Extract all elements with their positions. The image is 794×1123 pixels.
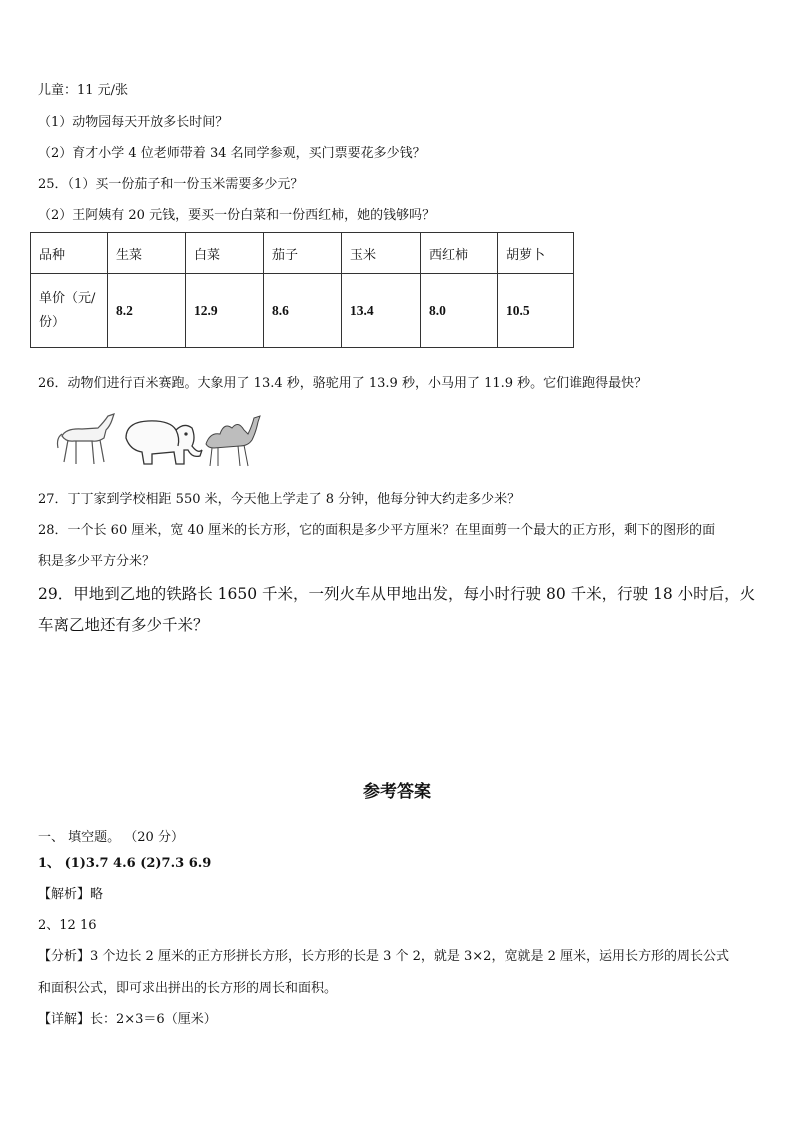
table-header-cell: 生菜 <box>108 233 186 274</box>
question-24-1: （1）动物园每天开放多长时间？ <box>38 115 229 130</box>
question-28-line-2: 积是多少平方分米？ <box>38 554 156 569</box>
table-cell: 12.9 <box>186 274 264 348</box>
question-25-2: （2）王阿姨有 20 元钱，要买一份白菜和一份西红柿，她的钱够吗？ <box>38 208 436 223</box>
answer-section-title: 一、 填空题。 （20 分） <box>38 830 184 845</box>
horse-figure <box>58 414 115 464</box>
answer-1: 1、 (1)3.7 4.6 (2)7.3 6.9 <box>38 856 212 871</box>
table-header-cell: 西红柿 <box>421 233 498 274</box>
elephant-figure <box>126 421 202 464</box>
table-cell: 8.0 <box>421 274 498 348</box>
table-row-label <box>31 274 108 348</box>
question-27: 27．丁丁家到学校相距 550 米，今天他上学走了 8 分钟，他每分钟大约走多少米？ <box>38 492 521 507</box>
answer-2-detail: 【详解】长：2×3＝6（厘米） <box>38 1012 217 1027</box>
answer-2-analysis-line-1: 【分析】3 个边长 2 厘米的正方形拼长方形，长方形的长是 3 个 2，就是 3×2，宽就是 2 厘米，运用长方形的周长公式 <box>38 949 729 964</box>
question-29-line-2: 车离乙地还有多少千米？ <box>38 616 209 634</box>
table-row <box>31 274 574 348</box>
table-header-cell: 品种 <box>31 233 108 274</box>
table-cell: 13.4 <box>342 274 421 348</box>
answer-2-analysis-line-2: 和面积公式，即可求出拼出的长方形的周长和面积。 <box>38 981 338 996</box>
answer-2: 2、12 16 <box>38 918 97 933</box>
table-cell: 8.2 <box>108 274 186 348</box>
row-label-line-2: 份） <box>39 314 66 330</box>
question-29-line-1: 29．甲地到乙地的铁路长 1650 千米，一列火车从甲地出发，每小时行驶 80 千米，行驶 18 小时后，火 <box>38 585 756 603</box>
camel-figure <box>206 416 260 466</box>
table-header-cell: 茄子 <box>264 233 342 274</box>
animals-illustration <box>52 408 264 470</box>
table-header-cell: 玉米 <box>342 233 421 274</box>
table-header-cell: 白菜 <box>186 233 264 274</box>
vegetable-price-table <box>30 232 574 348</box>
table-header-cell: 胡萝卜 <box>498 233 574 274</box>
child-ticket-price: 儿童：11 元/张 <box>38 83 129 98</box>
table-cell: 8.6 <box>264 274 342 348</box>
question-26: 26．动物们进行百米赛跑。大象用了 13.4 秒，骆驼用了 13.9 秒，小马用了 11.9 秒。它们谁跑得最快？ <box>38 376 648 391</box>
table-header-row <box>31 233 574 274</box>
question-25-1: 25．（1）买一份茄子和一份玉米需要多少元？ <box>38 177 304 192</box>
question-24-2: （2）育才小学 4 位老师带着 34 名同学参观，买门票要花多少钱？ <box>38 146 426 161</box>
row-label-line-1: 单价（元/ <box>39 290 96 306</box>
answer-key-heading: 参考答案 <box>363 782 431 802</box>
question-28-line-1: 28．一个长 60 厘米，宽 40 厘米的长方形，它的面积是多少平方厘米？在里面剪一个最大的正方形，剩下的图形的面 <box>38 523 716 538</box>
answer-1-explanation: 【解析】略 <box>38 887 104 902</box>
table-cell: 10.5 <box>498 274 574 348</box>
